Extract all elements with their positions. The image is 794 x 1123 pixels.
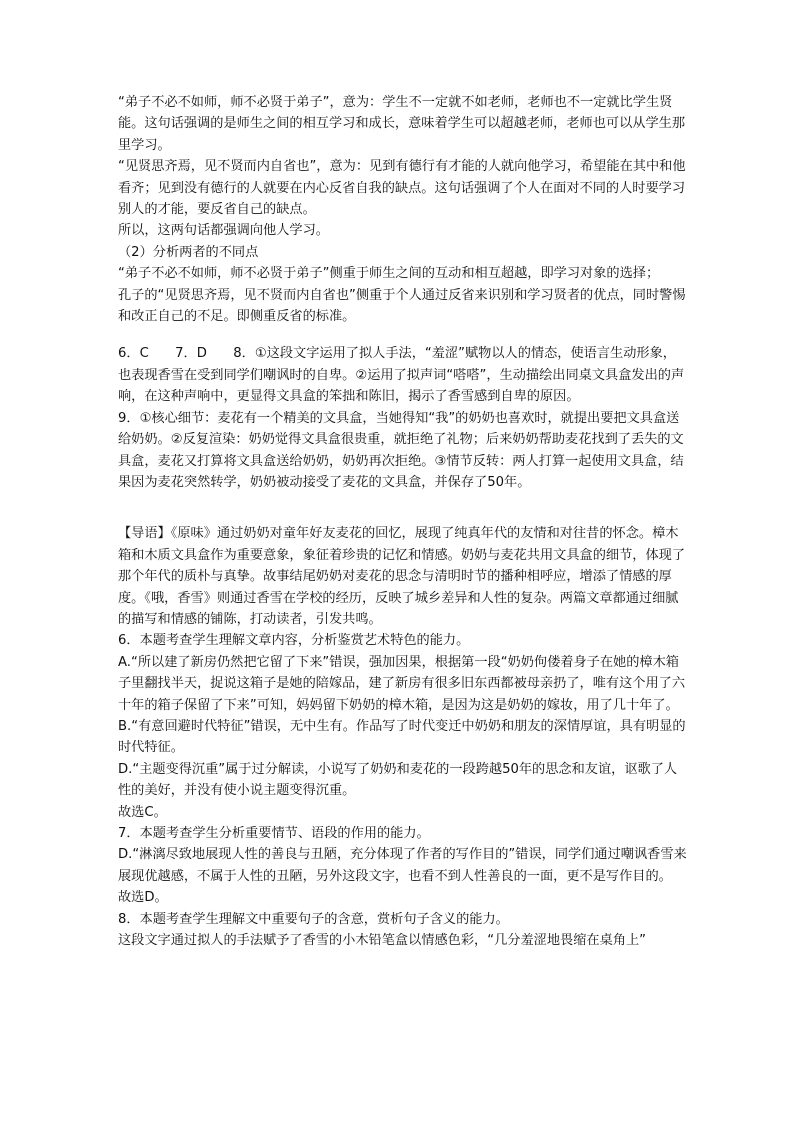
paragraph: “见贤思齐焉，见不贤而内自省也”，意为：见到有德行有才能的人就向他学习，希望能在其中和他看齐；见到没有德行的人就要在内心反省自我的缺点。这句话强调了个人在面对不同的人时要学习别人的才能，要反省自己的缺点。 (118, 159, 686, 218)
paragraph: 所以，这两句话都强调向他人学习。 (118, 223, 329, 239)
paragraph: “弟子不必不如师，师不必贤于弟子”，意为：学生不一定就不如老师，老师也不一定就比学生贤能。这句话强调的是师生之间的相互学习和成长，意味着学生可以超越老师，老师也可以从学生那里学习。 (118, 95, 686, 153)
paragraph: 6．本题考查学生理解文章内容，分析鉴赏艺术特色的能力。 (118, 633, 470, 649)
paragraph: 这段文字通过拟人的手法赋予了香雪的小木铅笔盒以情感色彩，“几分羞涩地畏缩在桌角上” (118, 933, 646, 949)
paragraph: 孔子的“见贤思齐焉，见不贤而内自省也”侧重于个人通过反省来识别和学习贤者的优点，同时警惕和改正自己的不足。即侧重反省的标准。 (118, 287, 686, 325)
answer-document (118, 92, 688, 951)
paragraph: 故选C。 (118, 804, 167, 820)
paragraph: D.“淋漓尽致地展现人性的善良与丑陋，充分体现了作者的写作目的”错误，同学们通过嘲讽香雪来展现优越感，不属于人性的丑陋，另外这段文字，也看不到人性善良的一面，更不是写作目的。 (118, 847, 687, 884)
section-quote-analysis (118, 92, 688, 327)
paragraph: 7．本题考查学生分析重要情节、语段的作用的能力。 (118, 826, 430, 841)
paragraph: D.“主题变得沉重”属于过分解读，小说写了奶奶和麦花的一段跨越50年的思念和友谊，讴歌了人性的美好，并没有使小说主题变得沉重。 (118, 761, 678, 799)
paragraph: 9．①核心细节：麦花有一个精美的文具盒，当她得知“我”的奶奶也喜欢时，就提出要把文具盒送给奶奶。②反复渲染：奶奶觉得文具盒很贵重，就拒绝了礼物；后来奶奶帮助麦花找到了丢失的文具盒，麦花又打算将文具盒送给奶奶，奶奶再次拒绝。③情节反转：两人打算一起使用文具盒，结果因为麦花突然转学，奶奶被动接受了麦花的文具盒，并保存了50年。 (118, 410, 684, 490)
paragraph: 【导语】《原味》通过奶奶对童年好友麦花的回忆，展现了纯真年代的友情和对往昔的怀念。樟木箱和木质文具盒作为重要意象，象征着珍贵的记忆和情感。奶奶与麦花共用文具盒的细节，体现了那个年代的质朴与真挚。故事结尾奶奶对麦花的思念与清明时节的播种相呼应，增添了情感的厚度。《哦，香雪》则通过香雪在学校的经历，反映了城乡差异和人性的复杂。两篇文章都通过细腻的描写和情感的铺陈，打动读者，引发共鸣。 (118, 526, 686, 627)
paragraph: 6．C 7．D 8．①这段文字运用了拟人手法，“羞涩”赋物以人的情态，使语言生动形象，也表现香雪在受到同学们嘲讽时的自卑。②运用了拟声词“嗒嗒”，生动描绘出同桌文具盒发出的声响，在这种声响中，更显得文具盒的笨拙和陈旧，揭示了香雪感到自卑的原因。 (118, 346, 685, 405)
paragraph: “弟子不必不如师，师不必贤于弟子”侧重于师生之间的互动和相互超越，即学习对象的选择； (118, 266, 660, 282)
paragraph: （2）分析两者的不同点 (118, 244, 259, 260)
section-answers (118, 343, 688, 493)
paragraph: B.“有意回避时代特征”错误，无中生有。作品写了时代变迁中奶奶和朋友的深情厚谊，具有明显的时代特征。 (118, 718, 686, 756)
spacer (118, 493, 688, 523)
paragraph: 故选D。 (118, 890, 168, 906)
section-explanation (118, 523, 688, 951)
spacer (118, 327, 688, 343)
paragraph: A.“所以建了新房仍然把它留了下来”错误，强加因果，根据第一段“奶奶佝偻着身子在她的樟木箱子里翻找半天，捉说这箱子是她的陪嫁品，建了新房有很多旧东西都被母亲扔了，唯有这个用了六十年的箱子保留了下来”可知，妈妈留下奶奶的樟木箱，是因为这是奶奶的嫁妆，用了几十年了。 (118, 654, 686, 713)
paragraph: 8．本题考查学生理解文中重要句子的含意，赏析句子含义的能力。 (118, 911, 509, 927)
